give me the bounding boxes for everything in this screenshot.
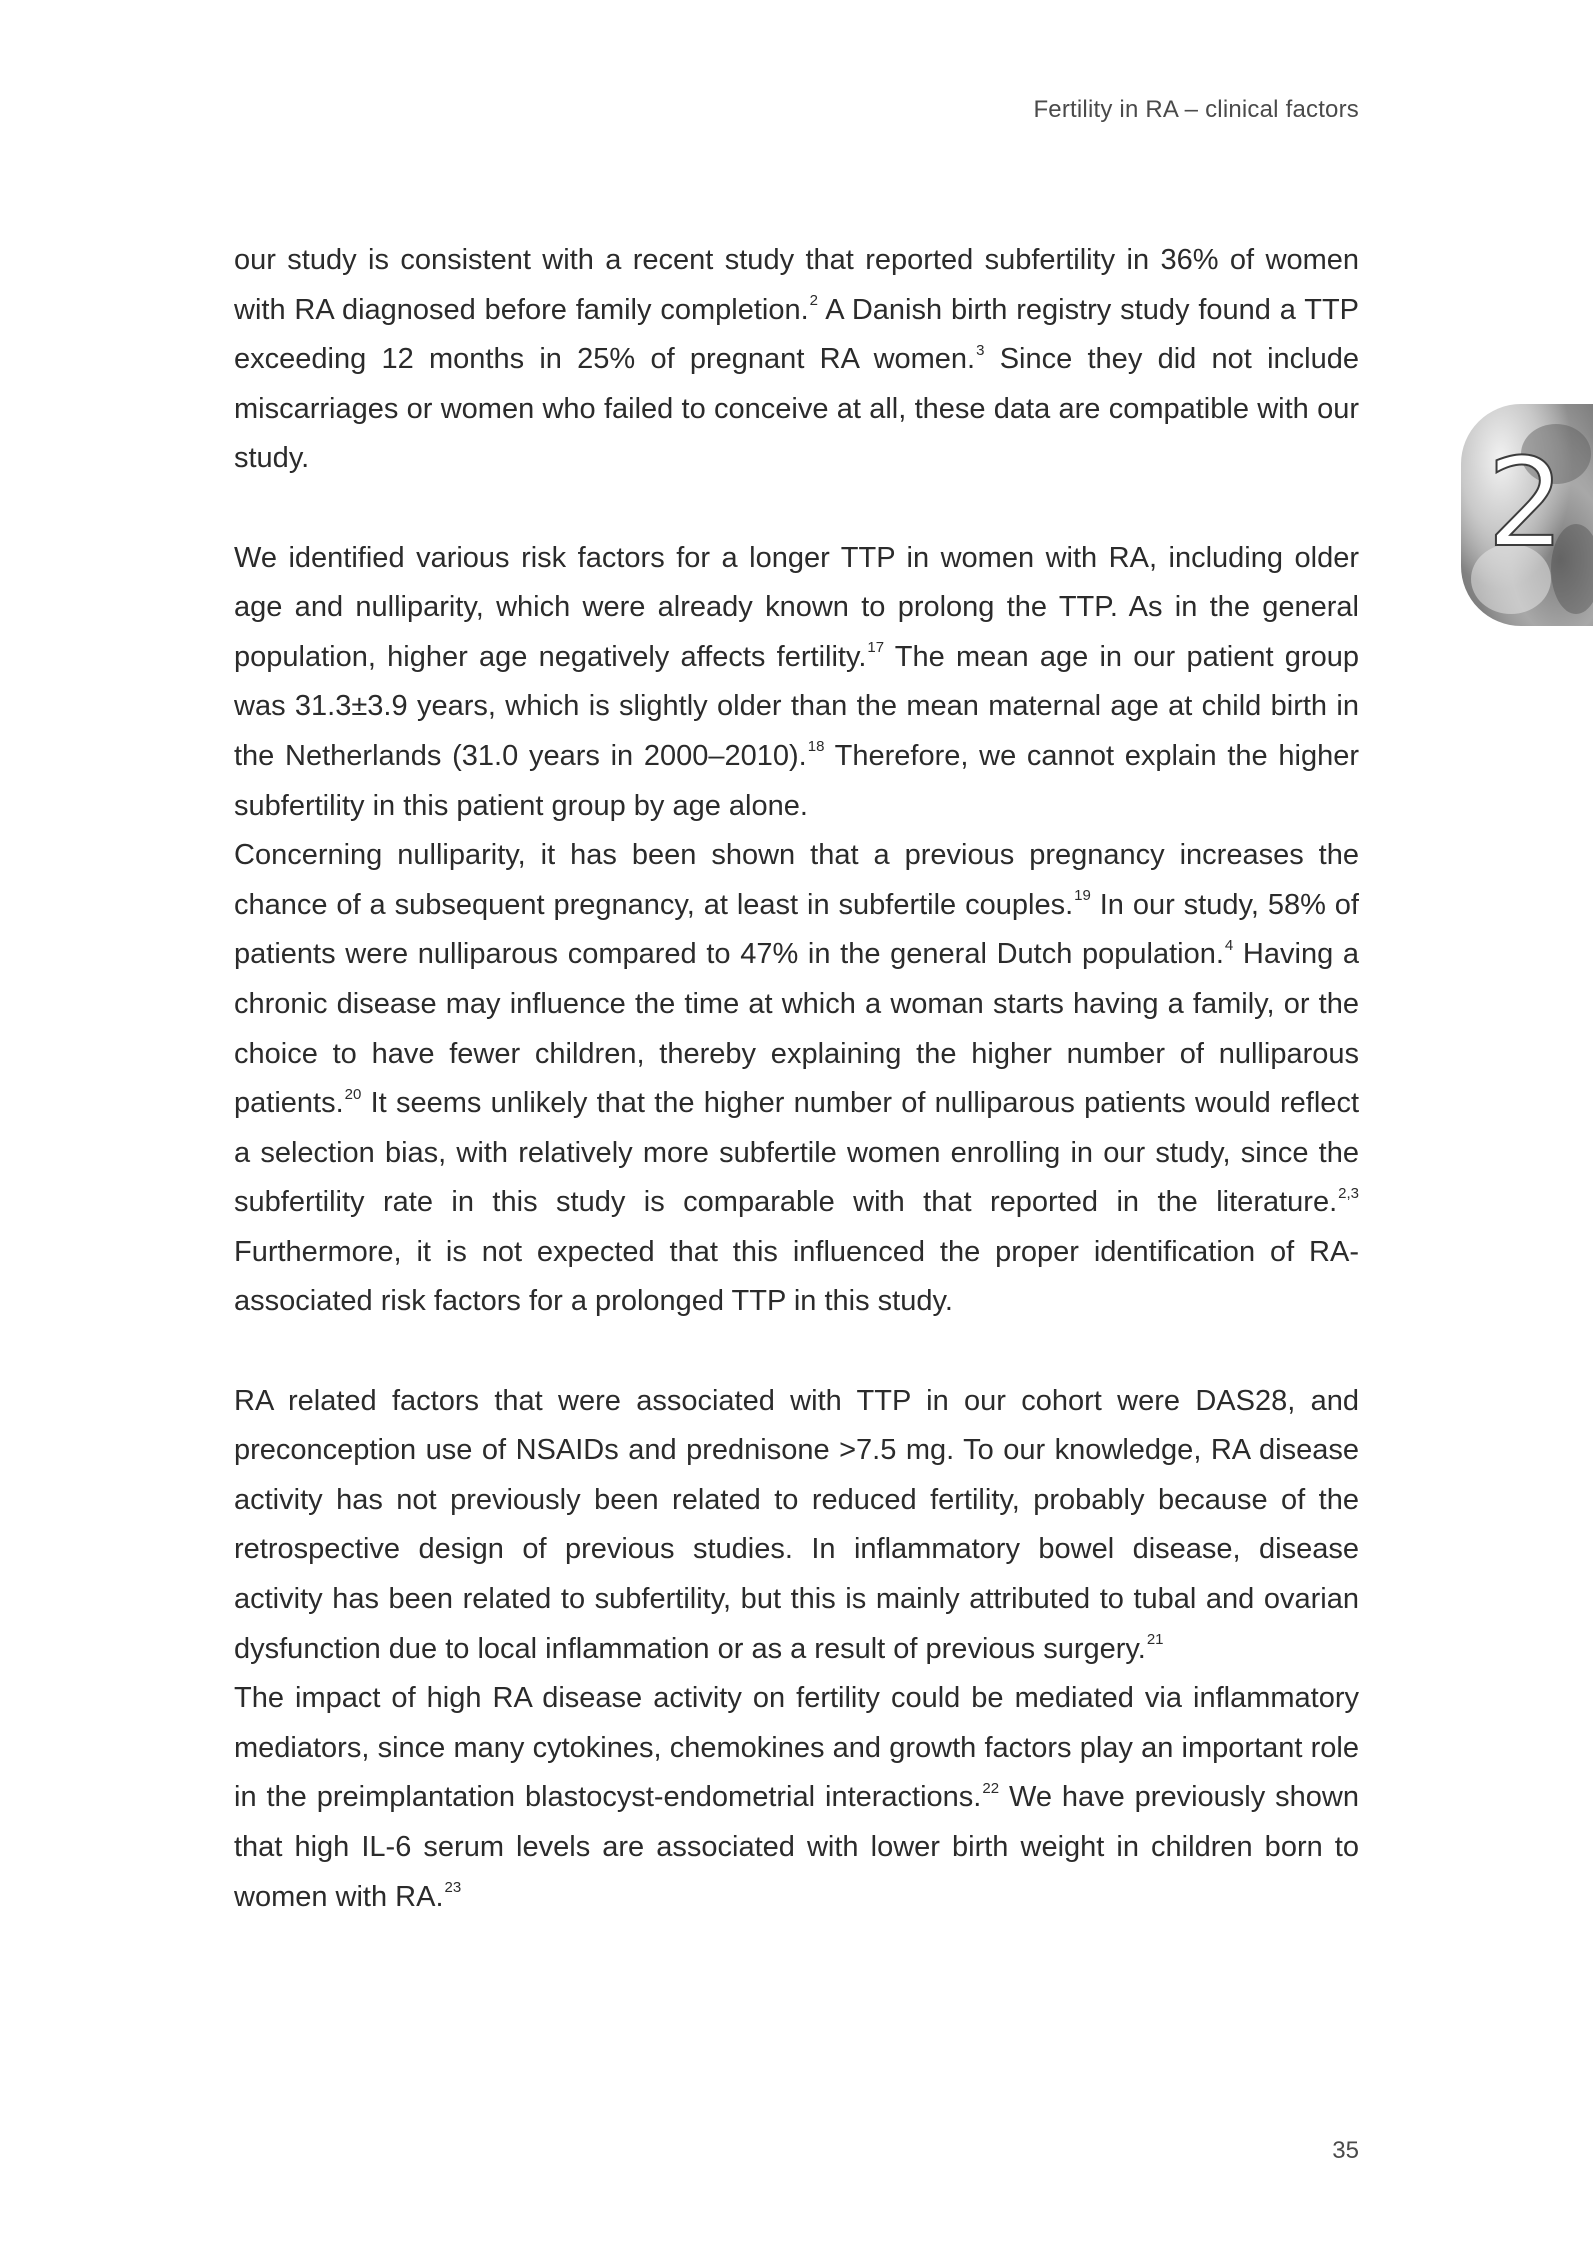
citation-superscript: 23 <box>444 1879 462 1897</box>
chapter-tab <box>1461 404 1593 626</box>
paragraph-text: our study is consistent with a recent study that reported subfertility in 36% of women with RA diagnosed before family completion. <box>234 244 1359 326</box>
citation-superscript: 21 <box>1146 1631 1164 1649</box>
citation-superscript: 18 <box>807 738 825 756</box>
page-number: 35 <box>1332 2137 1359 2164</box>
paragraph <box>234 831 1359 1327</box>
citation-superscript: 22 <box>982 1779 1000 1797</box>
paragraph <box>234 236 1359 484</box>
paragraph-text: RA related factors that were associated with TTP in our cohort were DAS28, and preconception use of NSAIDs and prednisone >7.5 mg. To our knowledge, RA disease activity has not previously been related to reduced fertility, probably because of the retrospective design of previous studies. In inflammatory bowel disease, disease activity has been related to subfertility, but this is mainly attributed to tubal and ovarian dysfunction due to local inflammation or as a result of previous surgery. <box>234 1384 1359 1665</box>
paragraph-text: Having a chronic disease may influence the time at which a woman starts having a family, or the choice to have fewer children, thereby explaining the higher number of nulliparous patients. <box>234 938 1359 1120</box>
paragraph-text: We identified various risk factors for a longer TTP in women with RA, including older age and nulliparity, which were already known to prolong the TTP. As in the general population, higher age negatively affects fertility. <box>234 541 1359 673</box>
paragraph-text: It seems unlikely that the higher number of nulliparous patients would reflect a selection bias, with relatively more subfertile women enrolling in our study, since the subfertility rate in this study is comparable with that reported in the literature. <box>234 1087 1359 1219</box>
citation-superscript: 3 <box>976 341 985 359</box>
body-text <box>234 236 1359 1922</box>
citation-superscript: 2 <box>809 292 818 310</box>
paragraph-text: Concerning nulliparity, it has been shown that a previous pregnancy increases the chance of a subsequent pregnancy, at least in subfertile couples. <box>234 839 1359 921</box>
running-header: Fertility in RA – clinical factors <box>1033 96 1359 123</box>
paragraph-text: In our study, 58% of patients were nulliparous compared to 47% in the general Dutch population. <box>234 888 1359 971</box>
paragraph <box>234 1674 1359 1922</box>
citation-superscript: 19 <box>1074 887 1091 905</box>
paragraph-text: We have previously shown that high IL-6 serum levels are associated with lower birth weight in children born to women with RA. <box>234 1781 1359 1913</box>
paragraph-text: A Danish birth registry study found a TTP exceeding 12 months in 25% of pregnant RA women. <box>234 293 1359 376</box>
citation-superscript: 17 <box>867 639 885 657</box>
paragraph <box>234 534 1359 832</box>
paragraph-text: Since they did not include miscarriages or women who failed to conceive at all, these data are compatible with our study. <box>234 343 1359 475</box>
chapter-number: 2 <box>1487 432 1565 574</box>
citation-superscript: 4 <box>1224 936 1234 954</box>
paragraph-text: Furthermore, it is not expected that this influenced the proper identification of RA-associated risk factors for a prolonged TTP in this study. <box>234 1235 1359 1318</box>
citation-superscript: 20 <box>344 1085 362 1103</box>
citation-superscript: 2,3 <box>1338 1184 1359 1202</box>
paragraph-text: The mean age in our patient group was 31.3±3.9 years, which is slightly older than the mean maternal age at child birth in the Netherlands (31.0 years in 2000–2010). <box>234 640 1359 772</box>
paragraph <box>234 1377 1359 1675</box>
paragraph-text: Therefore, we cannot explain the higher subfertility in this patient group by age alone. <box>234 739 1359 822</box>
paragraph-text: The impact of high RA disease activity on fertility could be mediated via inflammatory mediators, since many cytokines, chemokines and growth factors play an important role in the preimplantation blastocyst-endometrial interactions. <box>234 1682 1359 1814</box>
